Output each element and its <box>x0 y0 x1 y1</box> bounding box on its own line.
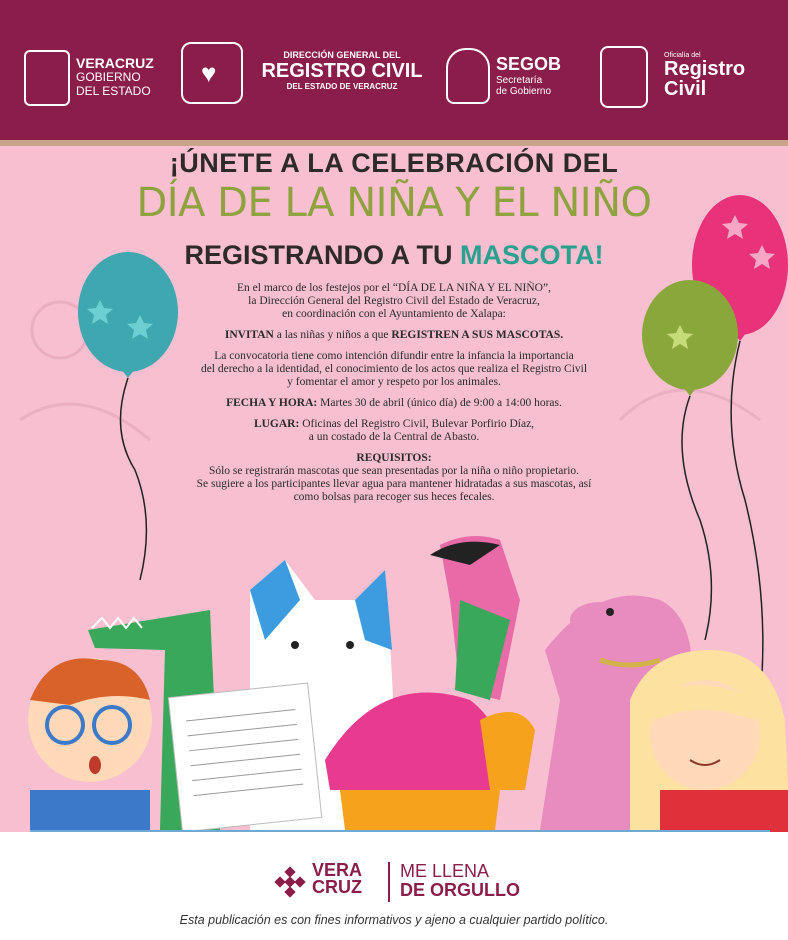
body-line: En el marco de los festejos por el “DÍA DE LA NIÑA Y EL NIÑO”, <box>237 282 551 294</box>
wordmark-separator <box>388 862 390 902</box>
wordmark-text: VERA <box>312 860 363 880</box>
logo-text: VERACRUZ <box>76 55 154 71</box>
announcement-body <box>150 282 638 512</box>
body-line: La convocatoria tiene como intención difundir entre la infancia la importancia <box>214 350 574 362</box>
wordmark-text: CRUZ <box>312 877 362 897</box>
headline-line1: ¡ÚNETE A LA CELEBRACIÓN DEL <box>169 148 619 178</box>
birth-certificate-icon <box>168 683 321 832</box>
logo-text: DIRECCIÓN GENERAL DEL <box>283 50 401 60</box>
invitan-label: INVITAN <box>224 329 274 341</box>
headline-line3 <box>0 240 788 271</box>
slogan-text: ME LLENA <box>400 861 490 881</box>
headline-highlight: MASCOTA! <box>460 240 604 270</box>
logo-text: DEL ESTADO <box>76 84 151 98</box>
headline-text: REGISTRANDO A TU <box>184 240 453 270</box>
headline-line2: DÍA DE LA NIÑA Y EL NIÑO <box>136 180 652 226</box>
requisitos-label: REQUISITOS: <box>356 452 432 464</box>
body-line: del derecho a la identidad, el conocimiento de los actos que realiza el Registro Civil <box>200 363 588 375</box>
logo-text: Oficialía del <box>664 52 701 59</box>
slogan <box>400 862 520 900</box>
logo-text: GOBIERNO <box>76 70 141 84</box>
veracruz-wordmark <box>312 862 362 896</box>
green-balloon-icon <box>642 280 738 640</box>
logo-text: Secretaría <box>496 75 543 86</box>
heart-icon: ♥ <box>201 58 217 88</box>
girl-illustration-icon <box>630 650 788 832</box>
logo-text: de Gobierno <box>496 86 552 97</box>
boy-illustration-icon <box>28 658 152 832</box>
logo-text: SEGOB <box>496 54 562 74</box>
veracruz-flower-icon <box>274 866 306 898</box>
disclaimer: Esta publicación es con fines informativos y ajeno a cualquier partido político. <box>179 913 609 927</box>
body-line: a las niñas y niños a que <box>276 329 389 341</box>
logo-text: DEL ESTADO DE VERACRUZ <box>286 82 398 91</box>
slogan-text: DE ORGULLO <box>400 880 520 900</box>
requisito-line: Sólo se registrarán mascotas que sean presentadas por la niña o niño propietario. <box>208 465 580 477</box>
lugar-value: Oficinas del Registro Civil, Bulevar Porfirio Díaz, <box>302 418 535 430</box>
logo-text: REGISTRO CIVIL <box>261 60 423 82</box>
body-line: y fomentar el amor y respeto por los animales. <box>287 376 501 388</box>
logo-text: Registro <box>664 58 746 80</box>
fecha-label: FECHA Y HORA: <box>226 397 318 409</box>
lugar-label: LUGAR: <box>253 418 300 430</box>
requisito-line: como bolsas para recoger sus heces fecales. <box>293 491 495 503</box>
body-line: en coordinación con el Ayuntamiento de Xalapa: <box>282 308 506 320</box>
lugar-value: a un costado de la Central de Abasto. <box>308 431 480 443</box>
logo-text: Civil <box>664 78 707 100</box>
requisito-line: Se sugiere a los participantes llevar agua para mantener hidratadas a sus mascotas, así <box>196 478 592 490</box>
fecha-value: Martes 30 de abril (único día) de 9:00 a 14:00 horas. <box>320 397 562 409</box>
body-line: la Dirección General del Registro Civil del Estado de Veracruz, <box>248 295 540 307</box>
toucan-illustration-icon <box>430 536 520 700</box>
registren-label: REGISTREN A SUS MASCOTAS. <box>391 329 564 341</box>
